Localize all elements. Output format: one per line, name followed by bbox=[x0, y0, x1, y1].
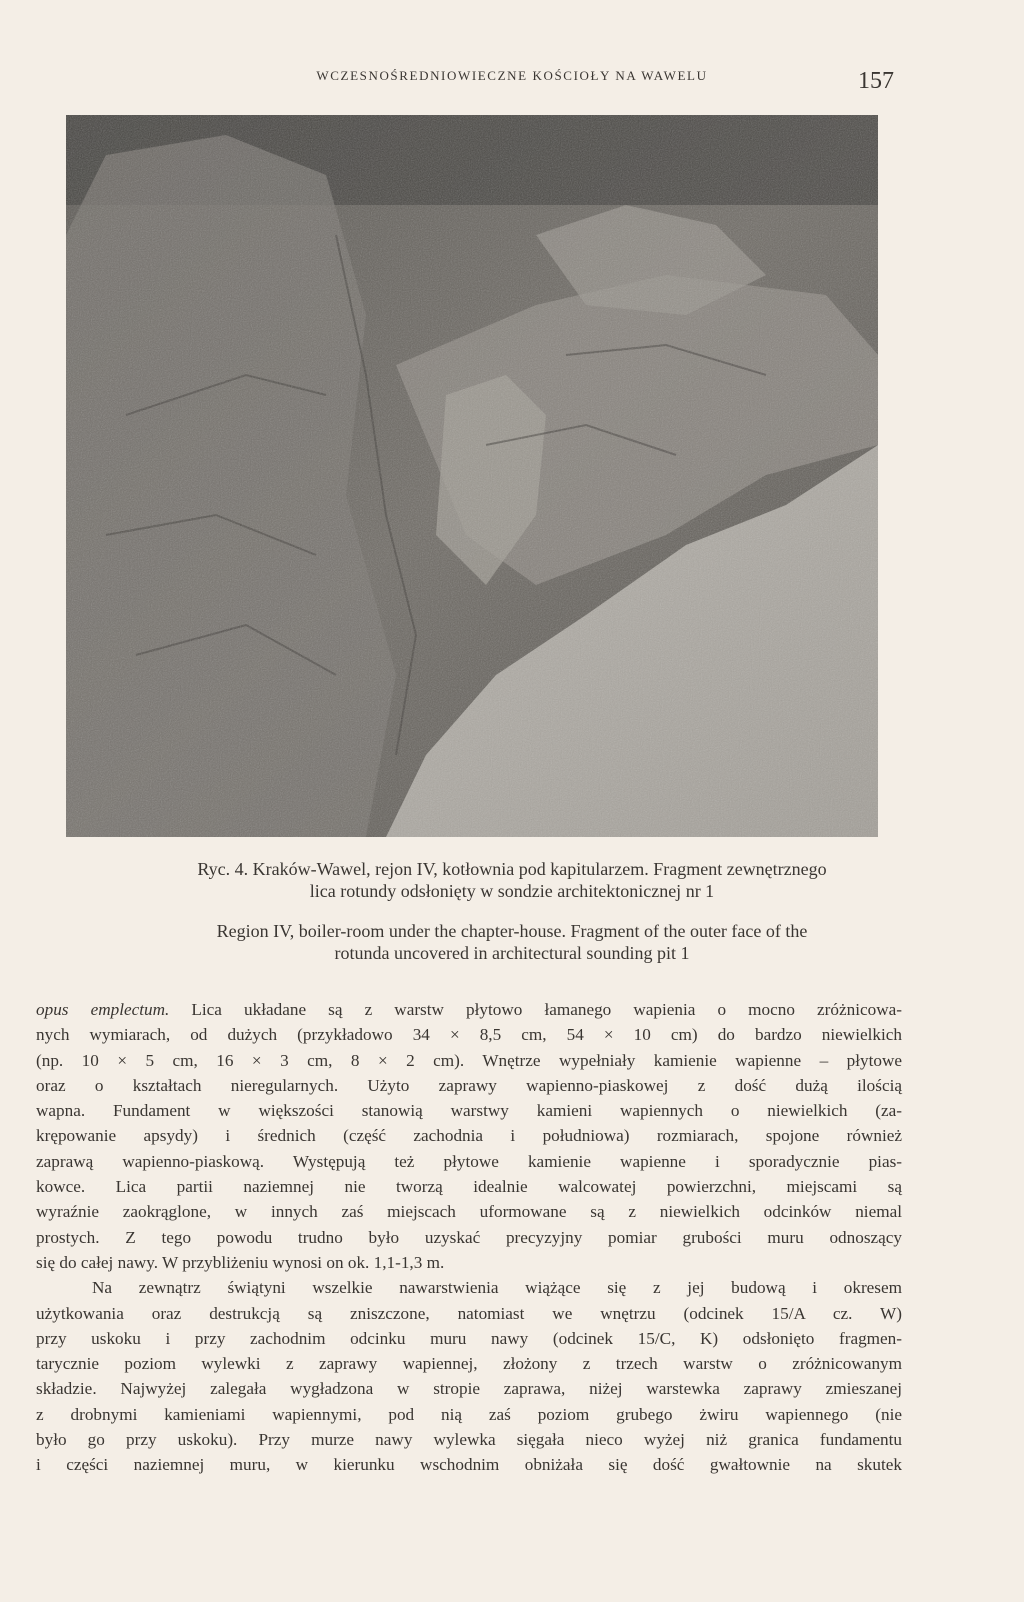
caption-line: Ryc. 4. Kraków-Wawel, rejon IV, kotłownia pod kapitularzem. Fragment zewnętrznego bbox=[197, 859, 827, 879]
figure-caption-polish bbox=[40, 858, 984, 902]
text-line: się do całej nawy. W przybliżeniu wynosi on ok. 1,1-1,3 m. bbox=[36, 1252, 445, 1272]
running-head: WCZESNOŚREDNIOWIECZNE KOŚCIOŁY NA WAWELU bbox=[316, 68, 708, 83]
text-line: oraz o kształtach nieregularnych. Użyto zaprawy wapienno-piaskowej z dość dużą ilością bbox=[36, 1075, 902, 1095]
italic-term: opus emplectum. bbox=[36, 1000, 170, 1019]
caption-line: rotunda uncovered in architectural sounding pit 1 bbox=[334, 943, 690, 963]
caption-line: Region IV, boiler-room under the chapter-house. Fragment of the outer face of the bbox=[216, 921, 808, 941]
text-line: zaprawą wapienno-piaskową. Występują też płytowe kamienie wapienne i sporadycznie pias- bbox=[36, 1151, 902, 1171]
text-line: kowce. Lica partii naziemnej nie tworzą idealnie walcowatej powierzchni, miejscami są bbox=[36, 1177, 902, 1197]
text-line: przy uskoku i przy zachodnim odcinku muru nawy (odcinek 15/C, K) odsłonięto fragmen- bbox=[36, 1328, 902, 1348]
text-line bbox=[36, 997, 902, 1022]
figure-caption-english bbox=[40, 920, 984, 964]
text-line: (np. 10 × 5 cm, 16 × 3 cm, 8 × 2 cm). Wnętrze wypełniały kamienie wapienne – płytowe bbox=[36, 1050, 902, 1070]
text-line: nych wymiarach, od dużych (przykładowo 34 × 8,5 cm, 54 × 10 cm) do bardzo niewielkich bbox=[36, 1025, 902, 1045]
text-line: wapna. Fundament w większości stanowią warstwy kamieni wapiennych o niewielkich (za- bbox=[36, 1101, 902, 1121]
text-line: krępowanie apsydy) i średnich (część zachodnia i południowa) rozmiarach, spojone również bbox=[36, 1126, 902, 1146]
page-number: 157 bbox=[858, 68, 894, 94]
rotunda-wall-photo bbox=[66, 115, 878, 837]
caption-line: lica rotundy odsłonięty w sondzie architektonicznej nr 1 bbox=[309, 881, 715, 901]
text-line: wyraźnie zaokrąglone, w innych zaś miejscach uformowane są z niewielkich odcinków niemal bbox=[36, 1202, 902, 1222]
figure-photo bbox=[66, 115, 878, 837]
text-line: i części naziemnej muru, w kierunku wschodnim obniżała się dość gwałtownie na skutek bbox=[36, 1455, 902, 1475]
text-line: Na zewnątrz świątyni wszelkie nawarstwienia wiążące się z jej budową i okresem bbox=[92, 1278, 902, 1298]
text-line: tarycznie poziom wylewki z zaprawy wapiennej, złożony z trzech warstw o zróżnicowanym bbox=[36, 1354, 902, 1374]
text-line: było go przy uskoku). Przy murze nawy wylewka sięgała nieco wyżej niż granica fundamentu bbox=[36, 1430, 902, 1450]
text-fragment: Lica układane są z warstw płytowo łamanego wapienia o mocno zróżnicowa- bbox=[169, 1000, 902, 1019]
text-line: z drobnymi kamieniami wapiennymi, pod nią zaś poziom grubego żwiru wapiennego (nie bbox=[36, 1404, 902, 1424]
body-text bbox=[36, 997, 902, 1478]
text-line: prostych. Z tego powodu trudno było uzyskać precyzyjny pomiar grubości muru odnoszący bbox=[36, 1227, 902, 1247]
text-line: składzie. Najwyżej zalegała wygładzona w stropie zaprawa, niżej warstewka zaprawy zmieszanej bbox=[36, 1379, 902, 1399]
text-line: użytkowania oraz destrukcją są zniszczone, natomiast we wnętrzu (odcinek 15/A cz. W) bbox=[36, 1303, 902, 1323]
